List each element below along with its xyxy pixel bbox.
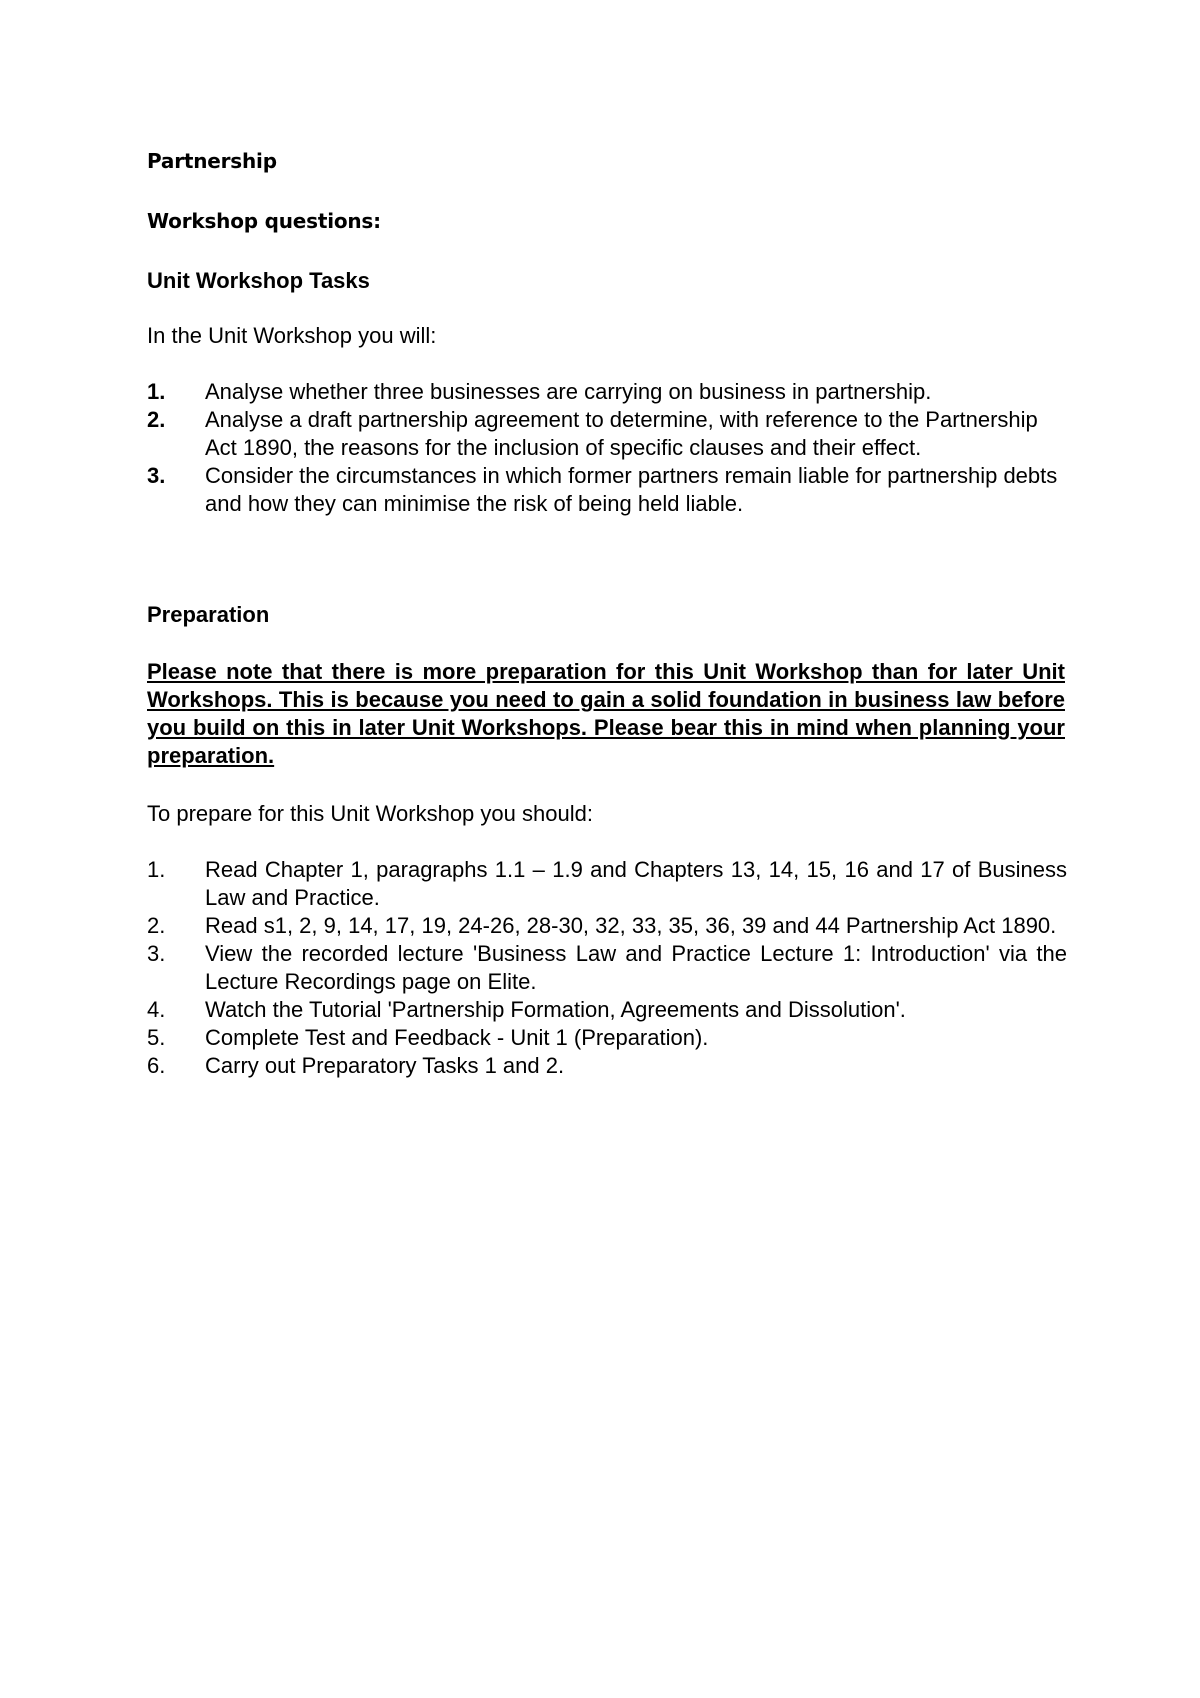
document-title: Partnership (147, 149, 277, 173)
list-item-number: 1. (147, 857, 166, 882)
list-item-number: 3. (147, 463, 166, 488)
unit-tasks-list (147, 378, 1067, 518)
list-item-number: 4. (147, 997, 166, 1022)
preparation-note: Please note that there is more preparation for this Unit Workshop than for later Unit Workshops. This is because you need to gain a solid foundation in business law before you build on this in later Unit Workshops. Please bear this in mind when planning your preparation. (147, 659, 1065, 768)
list-item-text: Read Chapter 1, paragraphs 1.1 – 1.9 and Chapters 13, 14, 15, 16 and 17 of Business Law and Practice. (205, 857, 1067, 910)
list-item (147, 912, 1067, 940)
list-item (147, 1052, 1067, 1080)
list-item-text: Consider the circumstances in which former partners remain liable for partnership debts and how they can minimise the risk of being held liable. (205, 463, 1058, 516)
list-item (147, 940, 1067, 996)
list-item-number: 3. (147, 941, 166, 966)
list-item-text: Watch the Tutorial 'Partnership Formation, Agreements and Dissolution'. (205, 997, 906, 1022)
preparation-list (147, 856, 1067, 1080)
list-item-number: 5. (147, 1025, 166, 1050)
preparation-intro: To prepare for this Unit Workshop you should: (147, 801, 593, 826)
list-item-number: 2. (147, 913, 166, 938)
list-item-text: Analyse a draft partnership agreement to determine, with reference to the Partnership Act 1890, the reasons for the inclusion of specific clauses and their effect. (205, 407, 1038, 460)
list-item-number: 6. (147, 1053, 166, 1078)
unit-tasks-heading: Unit Workshop Tasks (147, 268, 370, 293)
list-item-text: Complete Test and Feedback - Unit 1 (Preparation). (205, 1025, 709, 1050)
list-item (147, 1024, 1067, 1052)
list-item-number: 2. (147, 407, 166, 432)
list-item-number: 1. (147, 379, 166, 404)
list-item-text: View the recorded lecture 'Business Law and Practice Lecture 1: Introduction' via the Lecture Recordings page on Elite. (205, 941, 1067, 994)
list-item (147, 406, 1067, 462)
list-item (147, 996, 1067, 1024)
unit-tasks-intro: In the Unit Workshop you will: (147, 323, 437, 348)
preparation-heading: Preparation (147, 602, 270, 627)
list-item (147, 462, 1067, 518)
list-item-text: Analyse whether three businesses are carrying on business in partnership. (205, 379, 932, 404)
list-item-text: Carry out Preparatory Tasks 1 and 2. (205, 1053, 565, 1078)
list-item (147, 378, 1067, 406)
list-item (147, 856, 1067, 912)
document-subtitle: Workshop questions: (147, 209, 381, 233)
list-item-text: Read s1, 2, 9, 14, 17, 19, 24-26, 28-30, 32, 33, 35, 36, 39 and 44 Partnership Act 1890. (205, 913, 1057, 938)
